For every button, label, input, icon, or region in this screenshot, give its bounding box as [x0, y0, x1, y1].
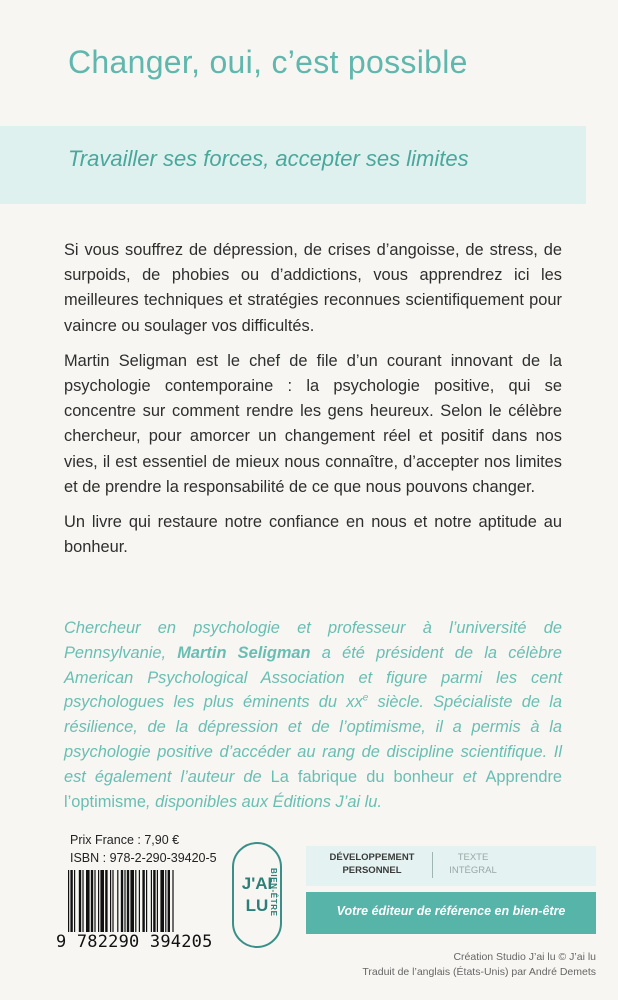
- barcode-bar: [168, 870, 170, 932]
- book-title-1: La fabrique du bonheur: [270, 767, 454, 786]
- barcode-bar: [91, 870, 93, 932]
- category-primary: DÉVELOPPEMENT PERSONNEL: [329, 852, 415, 876]
- barcode-bar: [86, 870, 90, 932]
- bio-part-1: Chercheur en psychologie et professeur à l’université de Pennsylvanie,: [64, 619, 562, 662]
- book-title: Changer, oui, c’est possible: [68, 44, 468, 80]
- price-label: Prix France : 7,90 €: [70, 833, 180, 847]
- barcode-bar: [112, 870, 113, 932]
- blurb-paragraph-1: Si vous souffrez de dépression, de crises d’angoisse, de stress, de surpoids, de phobies ou d’addictions, vous apprendrez ici les meilleures techniques et stratégies reconnues scientifiquement pour vaincre ou soulager vos difficultés.: [64, 241, 562, 335]
- bio-century: xx: [346, 693, 363, 712]
- barcode-bar: [160, 870, 164, 932]
- blurb: [64, 238, 562, 570]
- book-subtitle: Travailler ses forces, accepter ses limites: [68, 146, 469, 171]
- logo-tagline: BIEN-ÊTRE: [269, 868, 278, 917]
- barcode-digits: 9 782290 394205: [56, 932, 213, 952]
- barcode-bar: [157, 870, 158, 932]
- barcode-bar: [124, 870, 125, 932]
- logo-line-2: LU: [245, 896, 269, 915]
- barcode-bar: [151, 870, 152, 932]
- barcode-bar: [139, 870, 140, 932]
- category-divider: [432, 852, 433, 878]
- bio-part-3: siècle. Spécialiste de la résilience, de la dépression et de l’optimisme, il a permis à la psychologie positive d’accéder au rang de discipline scientifique. Il est également l’auteur de: [64, 693, 562, 786]
- credits: [362, 950, 596, 980]
- barcode-bar: [142, 870, 144, 932]
- barcode-bar: [127, 870, 129, 932]
- barcode-bar: [117, 870, 118, 932]
- blurb-paragraph-3: Un livre qui restaure notre confiance en nous et notre aptitude au bonheur.: [64, 513, 562, 557]
- barcode-bar: [68, 870, 69, 932]
- blurb-paragraph-2: Martin Seligman est le chef de file d’un courant innovant de la psychologie contemporaine : la psychologie positive, qui se concentre sur comment rendre les gens heureux. Selon le célèbre chercheur, pour amorcer un changement réel et positif dans nos vies, il est essentiel de mieux nous connaître, d’accepter nos limites et de prendre la responsabilité de ce que nous pouvons changer.: [64, 351, 562, 496]
- barcode-bar: [105, 870, 107, 932]
- barcode-bar: [70, 870, 72, 932]
- barcode-bar: [100, 870, 104, 932]
- barcode-bar: [110, 870, 111, 932]
- barcode-bar: [153, 870, 155, 932]
- bio-and: et: [453, 767, 486, 786]
- barcode-bar: [94, 870, 95, 932]
- book-title-2: Apprendre l’optimisme: [64, 767, 563, 811]
- barcode-bar: [82, 870, 83, 932]
- bio-part-2: a été président de la célèbre American Psychological Association et figure parmi les cent psychologues les plus éminents du: [64, 643, 562, 712]
- isbn-label: ISBN : 978-2-290-39420-5: [70, 851, 217, 865]
- bio-century-sup: e: [362, 692, 369, 704]
- barcode-bar: [146, 870, 147, 932]
- barcode-bar: [74, 870, 75, 932]
- barcode-bar: [130, 870, 134, 932]
- barcode-bar: [98, 870, 99, 932]
- logo-line-1: J'AI: [241, 874, 273, 893]
- barcode-bar: [79, 870, 81, 932]
- credit-translation: Traduit de l’anglais (États-Unis) par André Demets: [362, 966, 596, 978]
- publisher-slogan: Votre éditeur de référence en bien-être: [336, 904, 566, 918]
- barcode-bar: [135, 870, 136, 932]
- barcode-bar: [121, 870, 123, 932]
- barcode-bar: [172, 870, 173, 932]
- bio-part-4: , disponibles aux Éditions J’ai lu.: [145, 792, 382, 811]
- author-bio: [64, 616, 562, 814]
- credit-design: Création Studio J’ai lu © J’ai lu: [453, 951, 596, 963]
- barcode-bar: [165, 870, 166, 932]
- barcode-bars: [56, 870, 216, 932]
- category-secondary: TEXTE INTÉGRAL: [449, 852, 497, 876]
- author-name: Martin Seligman: [177, 643, 311, 662]
